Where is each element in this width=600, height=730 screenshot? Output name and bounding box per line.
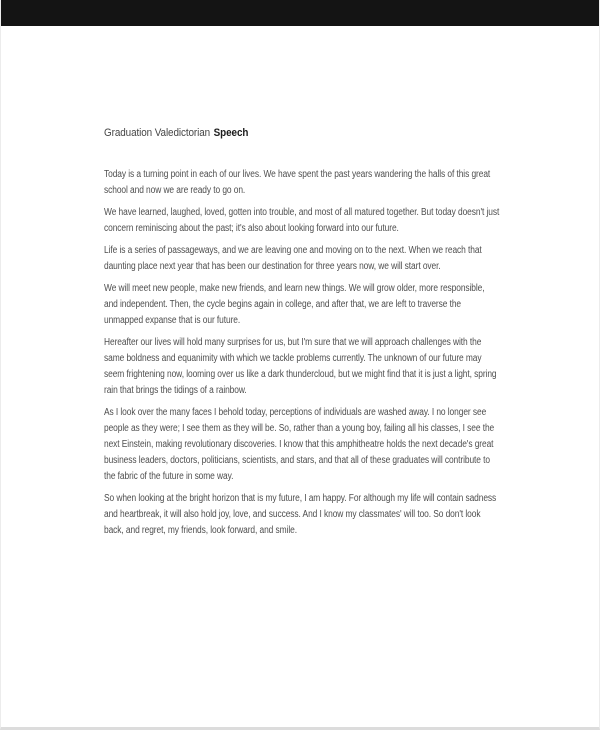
paragraph-line: daunting place next year that has been our destination for three years now, we will start over. (104, 261, 441, 272)
paragraph-line: We will meet new people, make new friends, and learn new things. We will grow older, more responsible, (104, 283, 485, 294)
paragraph-line: As I look over the many faces I behold today, perceptions of individuals are washed away. I no longer see (104, 407, 487, 418)
paragraph (104, 405, 518, 485)
paragraph-line: next Einstein, making revolutionary discoveries. I know that this amphitheatre holds the next decade's great (104, 439, 494, 450)
paragraph (104, 335, 518, 399)
paragraph (104, 167, 518, 199)
paragraph (104, 491, 518, 539)
paragraph-line: the fabric of the future in some way. (104, 471, 234, 482)
document-title (104, 126, 477, 141)
top-bar (1, 0, 599, 26)
paragraph-line: seem frightening now, looming over us like a dark thundercloud, but we might find that it is just a light, spring (104, 369, 497, 380)
paragraph-line: unmapped expanse that is our future. (104, 315, 241, 326)
paragraph-line: concern reminiscing about the past; it's also about looking forward into our future. (104, 223, 399, 234)
paragraph-line: back, and regret, my friends, look forward, and smile. (104, 525, 297, 536)
paragraph-line: Hereafter our lives will hold many surprises for us, but I'm sure that we will approach challenges with the (104, 337, 482, 348)
title-regular-text: Graduation Valedictorian (104, 127, 211, 139)
paragraph-line: people as they were; I see them as they will be. So, rather than a young boy, failing all his classes, I see the (104, 423, 495, 434)
paragraph (104, 243, 518, 275)
paragraph (104, 281, 518, 329)
paragraph-line: same boldness and equanimity with which we tackle problems currently. The unknown of our future may (104, 353, 482, 364)
paragraph-line: rain that brings the tidings of a rainbow. (104, 385, 247, 396)
paragraph-line: and heartbreak, it will also hold joy, love, and success. And I know my classmates' will too. So don't look (104, 509, 481, 520)
paragraph-line: We have learned, laughed, loved, gotten into trouble, and most of all matured together. But today doesn't just (104, 207, 500, 218)
paragraph-line: So when looking at the bright horizon that is my future, I am happy. For although my life will contain sadness (104, 493, 497, 504)
paragraph-line: Today is a turning point in each of our lives. We have spent the past years wandering the halls of this great (104, 169, 491, 180)
paragraph (104, 205, 518, 237)
document-body (104, 167, 518, 539)
paragraph-line: and independent. Then, the cycle begins again in college, and after that, we are left to traverse the (104, 299, 462, 310)
paragraph-line: Life is a series of passageways, and we are leaving one and moving on to the next. When we reach that (104, 245, 482, 256)
title-bold-text: Speech (213, 127, 249, 139)
document-content (104, 26, 518, 545)
paragraph-line: business leaders, doctors, politicians, scientists, and stars, and that all of these graduates will contribute to (104, 455, 490, 466)
paragraph-line: school and now we are ready to go on. (104, 185, 246, 196)
